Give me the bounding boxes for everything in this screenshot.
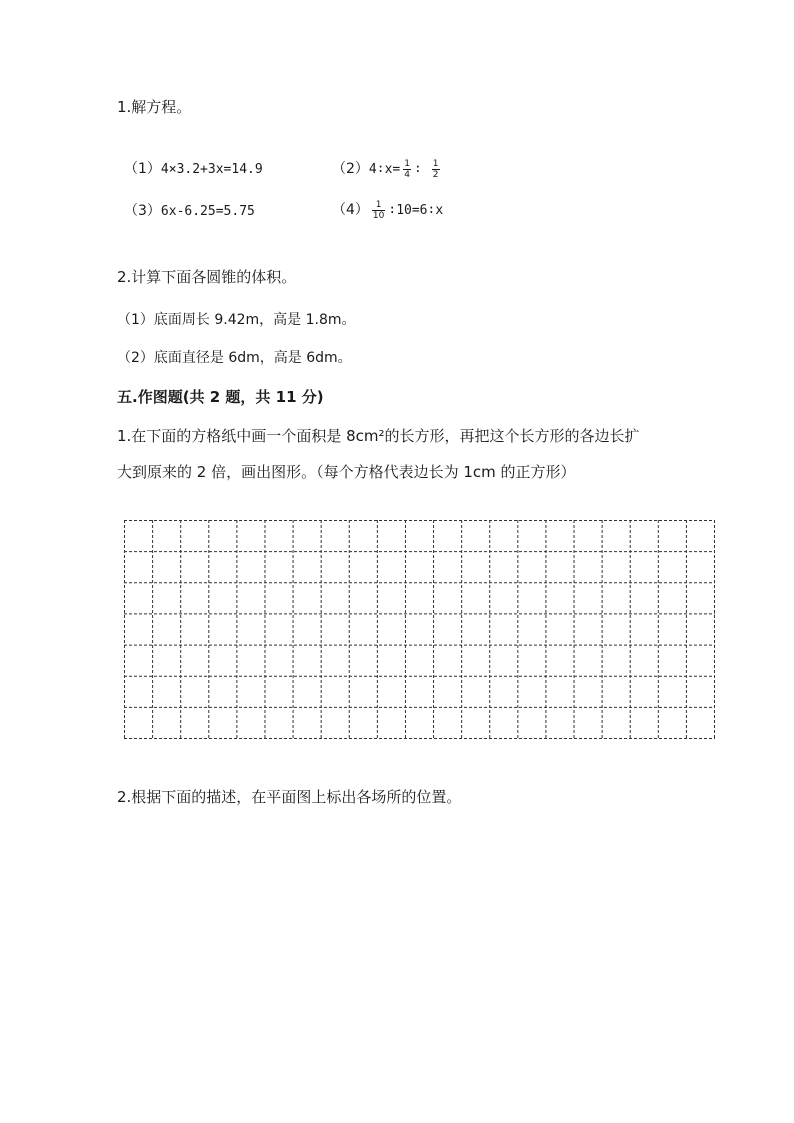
- q2-item-1: （1）底面周长 9.42m，高是 1.8m。: [117, 312, 356, 328]
- ratio-sign: ∶: [413, 162, 422, 177]
- item-label: （4）: [332, 202, 369, 218]
- item-label: （2）: [332, 161, 369, 177]
- item-label: （3）: [124, 203, 161, 219]
- grid-lines: [124, 520, 715, 739]
- fraction-numerator: 1: [404, 158, 410, 169]
- section-5-title: 五.作图题(共 2 题，共 11 分): [117, 388, 324, 406]
- fraction-denominator: 4: [404, 169, 410, 180]
- fraction-numerator: 1: [375, 199, 382, 210]
- q1-item-3: [124, 200, 255, 220]
- q2-title: 2.计算下面各圆锥的体积。: [117, 268, 297, 286]
- item-label: （1）: [124, 161, 161, 177]
- section-5-q2: 2.根据下面的描述，在平面图上标出各场所的位置。: [117, 788, 462, 806]
- fraction: [403, 159, 411, 180]
- q1-title: 1.解方程。: [117, 98, 192, 116]
- equation-part: 4∶x=: [368, 162, 401, 177]
- fraction: [432, 159, 440, 180]
- equation: 4×3.2+3x=14.9: [160, 162, 263, 177]
- q1-item-1: [124, 158, 263, 178]
- grid-paper[interactable]: [124, 520, 715, 739]
- q1-item-4: [332, 199, 443, 221]
- equation-part: ∶10=6∶x: [388, 203, 444, 218]
- fraction-denominator: 2: [432, 169, 439, 180]
- fraction: [372, 200, 385, 221]
- equation: 6x-6.25=5.75: [160, 204, 255, 219]
- q1-item-2: [332, 158, 443, 180]
- fraction-denominator: 10: [372, 210, 385, 221]
- q2-item-2: （2）底面直径是 6dm，高是 6dm。: [117, 350, 352, 366]
- section-5-q1-line-1: 1.在下面的方格纸中画一个面积是 8cm²的长方形，再把这个长方形的各边长扩: [117, 427, 640, 445]
- section-5-q1-line-2: 大到原来的 2 倍，画出图形。（每个方格代表边长为 1cm 的正方形）: [117, 463, 576, 481]
- fraction-numerator: 1: [432, 158, 439, 169]
